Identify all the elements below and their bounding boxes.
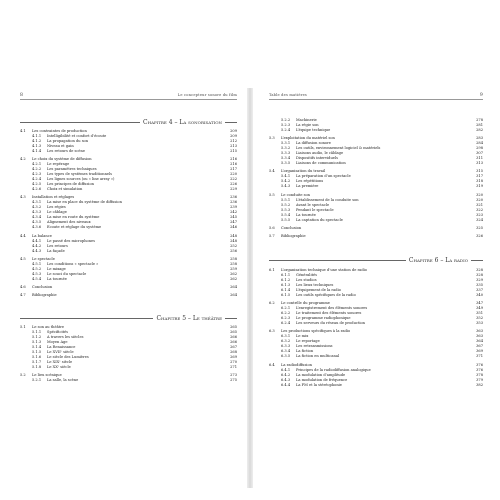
toc-entry-title: Les serveurs du réseau de production — [296, 321, 365, 326]
toc-entry-title: La mise en route du système — [47, 215, 100, 220]
toc-entry-number: 4.5.1 — [32, 261, 42, 266]
toc-entry-title: L’exploitation du matériel son — [281, 136, 335, 141]
toc-entry-number: 6.1.5 — [281, 292, 291, 297]
toc-entry-page: 264 — [230, 284, 237, 289]
toc-entry — [269, 226, 483, 231]
toc-entry-number: 5.3.3 — [281, 151, 291, 156]
toc-entry — [269, 184, 483, 189]
toc-entry-number: 4.1 — [20, 129, 26, 133]
toc-entry — [269, 321, 483, 326]
chapter-rule — [225, 122, 237, 123]
toc-entry — [20, 149, 237, 154]
toc-entry-title: La Renaissance — [47, 345, 76, 350]
toc-entry-number: 5.4.1 — [281, 174, 291, 179]
toc-entry-number: 4.4.2 — [32, 243, 42, 248]
toc-entry-page: 246 — [230, 225, 237, 230]
toc-entry-title: Le traitement des éléments sonores — [296, 311, 362, 316]
toc-entry-page: 266 — [230, 340, 237, 345]
toc-entry — [20, 187, 237, 192]
toc-entry-number: 5.6 — [269, 225, 275, 230]
toc-entry-title: La salle, la scène — [47, 378, 79, 383]
toc-entry-title: À travers les siècles — [47, 335, 84, 340]
toc-entry-number: 5.4 — [269, 169, 275, 174]
toc-entry-title: L’équipement de la radio — [296, 287, 341, 292]
toc-entry-page: 325 — [476, 225, 483, 230]
toc-entry-title: Dispositifs interviduels — [296, 156, 338, 161]
toc-entry-page: 259 — [230, 266, 237, 271]
toc-entry-title: Le spectacle — [32, 256, 55, 261]
toc-entry-number: 5.2 — [20, 373, 26, 378]
toc-entry-title: Les studios — [296, 277, 317, 282]
toc-entry-number: 5.3 — [269, 136, 275, 141]
chapter-spacer — [269, 239, 483, 253]
toc-entry-page: 256 — [230, 248, 237, 253]
toc-entry-page: 282 — [476, 128, 483, 132]
chapter-rule — [471, 260, 483, 261]
toc-entry-page: 247 — [230, 220, 237, 225]
toc-entry-title: La régie son — [296, 123, 319, 127]
toc-entry-page: 222 — [230, 177, 237, 182]
toc-entry-page: 363 — [476, 334, 483, 339]
toc-entry-number: 5.1.1 — [32, 330, 42, 335]
toc-entry-title: La façade — [47, 248, 65, 253]
toc-entry-number: 4.2.3 — [32, 172, 42, 177]
toc-entry-title: Les conditions « spectacle » — [47, 261, 99, 266]
toc-entry-page: 371 — [476, 354, 483, 359]
toc-entry-number: 6.2.2 — [281, 311, 291, 316]
toc-entry-number: 4.1.4 — [32, 149, 42, 153]
toc-entry-title: La captation du spectacle — [296, 217, 343, 222]
toc-entry-page: 216 — [230, 157, 237, 162]
toc-entry-title: Le programme radiophonique — [296, 316, 351, 321]
toc-entry-number: 6.3.5 — [281, 354, 291, 359]
toc-entry-number: 5.5 — [269, 192, 275, 197]
chapter-heading — [20, 314, 237, 322]
toc-entry-title: La diffusion sonore — [296, 141, 331, 146]
toc-entry-title: Les paramètres techniques — [47, 167, 97, 172]
toc-entry-number: 4.4.3 — [32, 248, 42, 253]
toc-entry-number: 4.5 — [20, 256, 26, 261]
toc-entry — [269, 293, 483, 298]
toc-entry — [20, 365, 237, 370]
toc-entry-title: Le son au théâtre — [32, 325, 65, 330]
toc-entry-title: L’équipe technique — [296, 128, 331, 132]
toc-entry-number: 6.3.1 — [281, 334, 291, 339]
toc-entry-title: Les productions spécifiques à la radio — [281, 329, 351, 334]
right-page-number: 9 — [479, 93, 483, 98]
toc-entry-page: 382 — [476, 382, 483, 387]
toc-entry — [20, 285, 237, 290]
toc-entry-title: Choix et simulation — [47, 187, 83, 192]
toc-entry-title: Écoute et réglage du système — [47, 225, 102, 230]
toc-entry-page: 269 — [230, 355, 237, 360]
toc-entry-number: 6.2.4 — [281, 321, 291, 326]
toc-entry-page: 215 — [230, 149, 237, 153]
toc-entry-page: 378 — [476, 372, 483, 377]
toc-entry-number: 4.3.3 — [32, 210, 42, 215]
toc-entry-page: 323 — [476, 212, 483, 217]
toc-entry-page: 313 — [476, 161, 483, 166]
toc-entry-page: 363 — [476, 329, 483, 334]
chapter-rule — [20, 318, 153, 319]
toc-entry-title: Les retransmissions — [296, 344, 333, 349]
toc-entry-number: 4.2.6 — [32, 187, 42, 192]
toc-entry-page: 369 — [476, 349, 483, 354]
toc-entry-number: 6.2.3 — [281, 316, 291, 321]
chapter-title: Chapitre 6 – La radio — [408, 257, 468, 265]
toc-entry-number: 5.2.3 — [281, 123, 291, 127]
toc-entry-page: 329 — [476, 277, 483, 282]
toc-entry-page: 242 — [230, 210, 237, 215]
toc-entry-title: Niveau et gain — [47, 144, 74, 148]
toc-entry-page: 217 — [230, 167, 237, 172]
toc-entry-number: 6.1 — [269, 267, 275, 272]
toc-entry-title: Machinerie — [296, 118, 317, 122]
toc-entry — [269, 218, 483, 223]
toc-entry-number: 4.2.4 — [32, 177, 42, 182]
toc-entry-page: 283 — [476, 136, 483, 141]
toc-entry — [269, 234, 483, 239]
toc-entry-title: Moyen Âge — [47, 340, 68, 345]
chapter-rule — [269, 260, 406, 261]
left-page-number: 8 — [20, 93, 24, 98]
toc-entry-page: 353 — [476, 321, 483, 326]
toc-entry-number: 6.4 — [269, 362, 275, 367]
toc-entry — [20, 225, 237, 230]
toc-entry-title: La première — [296, 184, 319, 189]
toc-entry-page: 324 — [476, 217, 483, 222]
toc-entry-number: 5.1 — [20, 325, 26, 330]
toc-entry-title: Bibliographie — [32, 293, 57, 298]
toc-entry-page: 311 — [476, 156, 483, 161]
toc-entry-title: La tournée — [296, 212, 316, 217]
toc-entry-page: 209 — [230, 134, 237, 138]
toc-entry-page: 328 — [476, 272, 483, 277]
left-page — [0, 0, 247, 500]
toc-entry-page: 220 — [230, 172, 237, 177]
toc-entry-title: Le XXᵉ siècle — [47, 365, 71, 370]
chapter-heading — [269, 257, 483, 265]
toc-entry-title: Le choix du système de diffusion — [32, 157, 92, 162]
toc-entry-title: Les lieux techniques — [296, 282, 334, 287]
toc-entry — [269, 383, 483, 388]
toc-entry — [269, 128, 483, 133]
toc-entry-title: Les outils, environnement logiciel & matériels — [296, 146, 381, 151]
toc-entry-number: 6.4.1 — [281, 367, 291, 372]
toc-entry-title: Les retours de scène — [47, 149, 85, 153]
toc-entry-page: 298 — [476, 146, 483, 151]
toc-entry-page: 376 — [476, 367, 483, 372]
toc-entry-page: 319 — [476, 184, 483, 189]
toc-entry-number: 4.1.2 — [32, 139, 42, 143]
toc-entry-title: Le reportage — [296, 339, 320, 344]
toc-entry-title: La tournée — [47, 276, 67, 281]
toc-entry-number: 4.2 — [20, 157, 26, 162]
toc-entry-page: 340 — [476, 292, 483, 297]
toc-entry-page: 271 — [230, 365, 237, 370]
toc-entry-title: Spécificités — [47, 330, 69, 335]
toc-entry-page: 262 — [230, 276, 237, 281]
toc-entry-number: 4.7 — [20, 293, 26, 298]
toc-entry-number: 5.3.1 — [281, 141, 291, 146]
toc-entry-page: 229 — [230, 187, 237, 192]
right-continued-toc — [269, 118, 483, 239]
toc-entry-title: L’établissement de la conduite son — [296, 197, 359, 202]
toc-entry-number: 5.1.3 — [32, 340, 42, 345]
right-page — [253, 0, 500, 500]
toc-entry-title: Installation et réglages — [32, 195, 75, 200]
toc-entry-number: 6.4.2 — [281, 372, 291, 377]
toc-entry-number: 5.2.4 — [281, 128, 291, 132]
toc-entry-title: Le câblage — [47, 210, 67, 215]
toc-entry-page: 265 — [230, 330, 237, 335]
toc-entry-title: Les retours — [47, 243, 68, 248]
toc-entry-number: 4.1.3 — [32, 144, 42, 148]
toc-entry-number: 5.1.7 — [32, 360, 42, 365]
toc-entry-number: 4.5.4 — [32, 276, 42, 281]
toc-entry — [20, 277, 237, 282]
toc-entry-title: Les principes de diffusion — [47, 182, 94, 187]
toc-entry — [269, 354, 483, 359]
toc-entry-title: Le souci du spectacle — [47, 271, 87, 276]
toc-entry-number: 6.3.4 — [281, 349, 291, 354]
toc-entry-title: L’organisation technique d’une station de radio — [281, 267, 367, 272]
toc-entry-number: 6.3.2 — [281, 339, 291, 344]
toc-entry-title: La fiction — [296, 349, 314, 354]
left-running-header — [20, 93, 237, 100]
toc-entry-page: 262 — [230, 271, 237, 276]
toc-entry-title: L’organisation du travail — [281, 169, 326, 174]
toc-entry-number: 5.1.8 — [32, 365, 42, 370]
toc-entry-title: La mise en place du système de diffusion — [47, 200, 122, 205]
toc-entry-title: Avant le spectacle — [296, 202, 330, 207]
toc-entry-number: 6.1.4 — [281, 287, 291, 292]
toc-entry-page: 318 — [476, 179, 483, 184]
toc-entry-number: 4.1.1 — [32, 134, 42, 138]
toc-entry-page: 265 — [230, 325, 237, 330]
toc-entry-page: 212 — [230, 139, 237, 143]
toc-entry-number: 6.1.3 — [281, 282, 291, 287]
toc-entry-title: Conclusion — [32, 284, 53, 289]
toc-entry-title: Les contraintes de production — [32, 129, 87, 133]
toc-entry-page: 379 — [476, 377, 483, 382]
toc-entry-number: 5.3.2 — [281, 146, 291, 151]
toc-entry-number: 5.1.5 — [32, 350, 42, 355]
toc-entry-title: Pendant le spectacle — [296, 207, 334, 212]
toc-entry-page: 266 — [230, 335, 237, 340]
toc-entry-number: 5.5.5 — [281, 217, 291, 222]
toc-entry-number: 5.5.1 — [281, 197, 291, 202]
toc-entry-number: 5.2.1 — [32, 378, 42, 383]
toc-entry-title: La modulation de fréquence — [296, 377, 348, 382]
toc-entry-page: 258 — [230, 261, 237, 266]
toc-entry-number: 6.3.3 — [281, 344, 291, 349]
toc-entry-page: 264 — [230, 293, 237, 298]
toc-entry-number: 6.1.1 — [281, 272, 291, 277]
toc-entry-number: 5.5.3 — [281, 207, 291, 212]
toc-entry-page: 322 — [476, 207, 483, 212]
toc-entry-page: 335 — [476, 282, 483, 287]
toc-entry-number: 6.3 — [269, 329, 275, 334]
right-toc — [269, 239, 483, 388]
toc-entry-page: 226 — [230, 182, 237, 187]
toc-entry-title: Les outils spécifiques de la radio — [296, 292, 356, 297]
toc-entry-page: 320 — [476, 192, 483, 197]
toc-entry-number: 4.6 — [20, 284, 26, 289]
toc-entry-page: 248 — [230, 233, 237, 238]
toc-entry-title: Les répétitions — [296, 179, 324, 184]
toc-entry-number: 4.4.1 — [32, 238, 42, 243]
toc-entry-title: Principes de la radiodiffusion analogique — [296, 367, 371, 372]
toc-entry-page: 307 — [476, 151, 483, 156]
toc-entry-number: 6.1.2 — [281, 277, 291, 282]
toc-entry-number: 5.5.2 — [281, 202, 291, 207]
toc-entry-title: La préparation d’un spectacle — [296, 174, 351, 179]
toc-entry-number: 4.5.2 — [32, 266, 42, 271]
toc-entry-title: Les lignes sources (ou « line array ») — [47, 177, 115, 182]
toc-entry-page: 216 — [230, 162, 237, 167]
toc-entry-page: 270 — [230, 360, 237, 365]
toc-entry-title: Intelligibilité et confort d’écoute — [47, 134, 107, 138]
toc-entry-number: 4.5.3 — [32, 271, 42, 276]
chapter-title: Chapitre 4 – La sonorisation — [143, 118, 222, 126]
toc-entry — [20, 293, 237, 298]
toc-entry-number: 5.3.5 — [281, 161, 291, 166]
toc-entry-page: 349 — [476, 306, 483, 311]
toc-entry-title: La modulation d’amplitude — [296, 372, 346, 377]
toc-entry-page: 213 — [230, 144, 237, 148]
toc-entry-number: 4.2.5 — [32, 182, 42, 187]
toc-entry-page: 351 — [476, 311, 483, 316]
toc-entry-page: 273 — [230, 373, 237, 378]
toc-entry-title: Le lieu scénique — [32, 373, 62, 378]
toc-entry-number: 4.4 — [20, 233, 26, 238]
toc-entry — [269, 161, 483, 166]
toc-entry-title: Liaisons audio, le câblage — [296, 151, 344, 156]
right-running-header — [269, 93, 483, 100]
toc-entry-title: Conclusion — [281, 225, 302, 230]
toc-entry-title: Les types de systèmes traditionnels — [47, 172, 113, 177]
toc-entry-title: Généralités — [296, 272, 318, 277]
toc-entry-title: Le XIXᵉ siècle — [47, 360, 73, 365]
toc-entry-number: 4.3 — [20, 195, 26, 200]
toc-entry-page: 337 — [476, 287, 483, 292]
toc-entry-page: 245 — [230, 215, 237, 220]
toc-entry-page: 364 — [476, 339, 483, 344]
toc-entry-page: 317 — [476, 174, 483, 179]
toc-entry-title: Le conduite son — [281, 192, 310, 197]
toc-entry-number: 5.1.4 — [32, 345, 42, 350]
toc-entry-title: La fiction en multicanal — [296, 354, 340, 359]
left-running-title: Le concepteur sonore du film — [177, 93, 237, 97]
toc-entry-number: 5.1.6 — [32, 355, 42, 360]
toc-entry-page: 284 — [476, 141, 483, 146]
toc-entry-number: 6.4.4 — [281, 382, 291, 387]
toc-entry-number: 5.1.2 — [32, 335, 42, 340]
toc-entry-title: Le mixage — [47, 266, 66, 271]
right-running-title: Table des matières — [269, 93, 307, 97]
toc-entry-page: 236 — [230, 195, 237, 200]
toc-entry-title: La radiodiffusion — [281, 362, 312, 367]
toc-entry-title: Alignement des niveaux — [47, 220, 91, 225]
toc-entry-page: 267 — [230, 345, 237, 350]
toc-entry-title: Le passé des microphones — [47, 238, 95, 243]
toc-entry-page: 315 — [476, 169, 483, 174]
toc-entry-title: La FM et la stéréophonie — [296, 382, 342, 387]
toc-entry — [20, 378, 237, 383]
toc-entry-number: 4.3.4 — [32, 215, 42, 220]
toc-entry-page: 236 — [230, 200, 237, 205]
toc-entry-number: 6.4.3 — [281, 377, 291, 382]
toc-entry-page: 320 — [476, 197, 483, 202]
toc-entry-number: 5.5.4 — [281, 212, 291, 217]
toc-entry-title: Le repérage — [47, 162, 70, 167]
toc-entry-page: 278 — [476, 118, 483, 122]
chapter-rule — [225, 318, 237, 319]
toc-entry-number: 4.2.2 — [32, 167, 42, 172]
toc-entry-number: 4.2.1 — [32, 162, 42, 167]
toc-entry-page: 268 — [230, 350, 237, 355]
toc-entry-number: 5.4.3 — [281, 184, 291, 189]
toc-entry-page: 252 — [230, 243, 237, 248]
toc-entry-page: 258 — [230, 256, 237, 261]
toc-entry-title: Le siècle des Lumières — [47, 355, 89, 360]
toc-entry-page: 248 — [230, 238, 237, 243]
toc-entry-page: 352 — [476, 316, 483, 321]
toc-entry-number: 4.3.5 — [32, 220, 42, 225]
toc-entry-number: 6.2 — [269, 301, 275, 306]
toc-entry — [20, 249, 237, 254]
toc-entry-page: 209 — [230, 129, 237, 133]
chapter-spacer — [20, 298, 237, 310]
chapter-heading — [20, 118, 237, 126]
toc-entry-page: 328 — [476, 267, 483, 272]
left-toc — [20, 118, 237, 383]
toc-entry-number: 5.3.4 — [281, 156, 291, 161]
toc-entry-number: 5.7 — [269, 233, 275, 238]
toc-entry-number: 6.2.1 — [281, 306, 291, 311]
toc-entry-number: 4.3.6 — [32, 225, 42, 230]
toc-entry-page: 326 — [476, 233, 483, 238]
toc-entry-title: Le XVIIᵉ siècle — [47, 350, 74, 355]
toc-entry-page: 347 — [476, 301, 483, 306]
toc-entry-page: 321 — [476, 202, 483, 207]
toc-entry-number: 5.4.2 — [281, 179, 291, 184]
toc-entry-number: 4.3.2 — [32, 205, 42, 210]
toc-entry-title: L’enregistrement des éléments sonores — [296, 306, 368, 311]
chapter-rule — [20, 122, 140, 123]
toc-entry-title: Le mix — [296, 334, 309, 339]
chapter-title: Chapitre 5 – Le théâtre — [156, 314, 222, 322]
toc-entry-title: Les régies — [47, 205, 66, 210]
toc-entry-title: Le contrôle du programme — [281, 301, 330, 306]
toc-entry-title: Bibliographie — [281, 233, 306, 238]
toc-entry-number: 5.2.2 — [281, 118, 291, 122]
toc-entry-title: Liaisons de communication — [296, 161, 346, 166]
toc-entry-page: 376 — [476, 362, 483, 367]
toc-entry-page: 239 — [230, 205, 237, 210]
toc-entry-title: La propagation du son — [47, 139, 89, 143]
toc-entry-title: La balance — [32, 233, 52, 238]
toc-entry-number: 4.3.1 — [32, 200, 42, 205]
toc-entry-page: 367 — [476, 344, 483, 349]
toc-entry-page: 275 — [230, 378, 237, 383]
toc-entry-page: 281 — [476, 123, 483, 127]
